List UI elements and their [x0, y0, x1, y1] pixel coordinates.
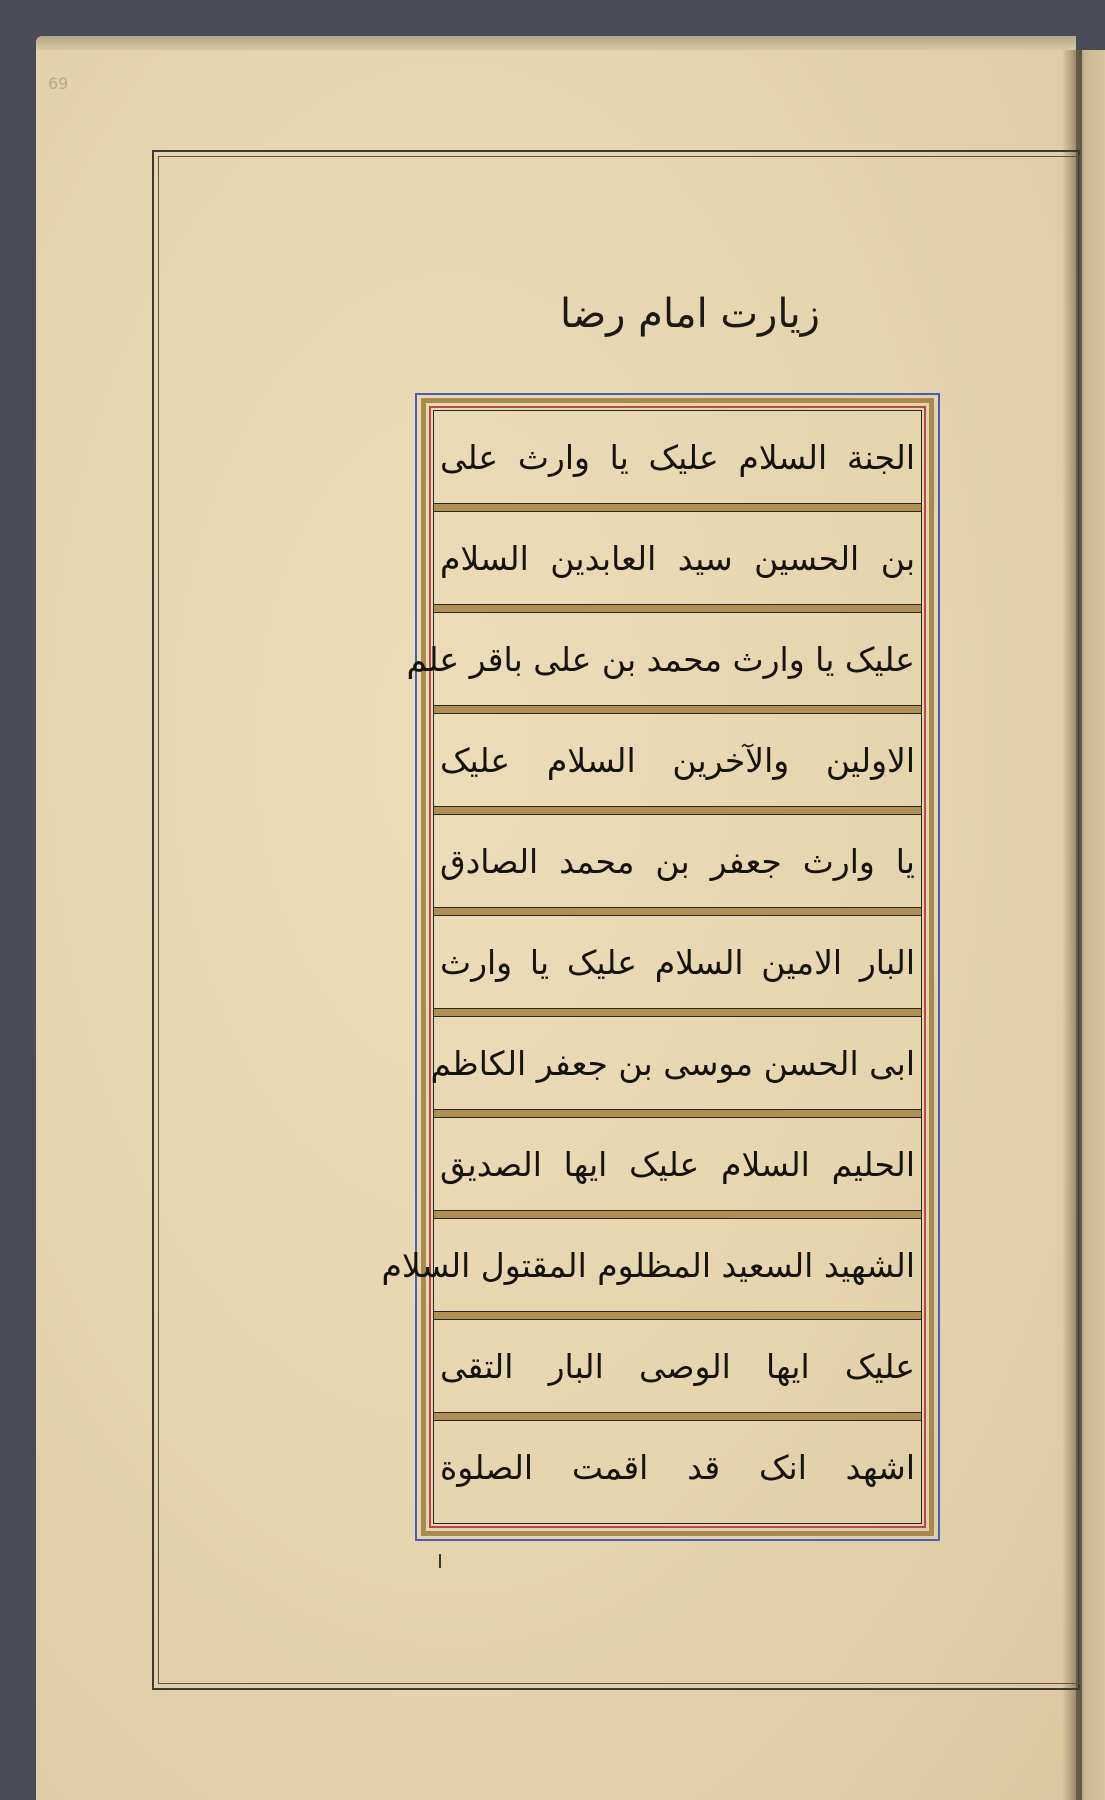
line-text: الاولین والآخرین السلام علیک [440, 741, 915, 780]
line-text: الجنة السلام علیک یا وارث علی [440, 438, 915, 477]
text-line [434, 512, 921, 613]
line-text: ابی الحسن موسی بن جعفر الکاظم [430, 1044, 915, 1083]
line-ruling [434, 806, 921, 815]
text-line [434, 1118, 921, 1219]
text-block [381, 411, 921, 1523]
line-ruling [434, 1412, 921, 1421]
folio-number: 69 [48, 74, 69, 93]
line-text: یا وارث جعفر بن محمد الصادق [440, 842, 915, 881]
line-text: الحلیم السلام علیک ایها الصدیق [440, 1145, 915, 1184]
line-ruling [434, 1109, 921, 1118]
line-ruling [434, 907, 921, 916]
line-text: البار الامین السلام علیک یا وارث [440, 943, 915, 982]
text-line [430, 1017, 921, 1118]
line-text: الشهید السعید المظلوم المقتول السلام [381, 1246, 915, 1285]
line-ruling [434, 705, 921, 714]
text-line [434, 916, 921, 1017]
margin-tick-mark [439, 1554, 441, 1568]
line-ruling [434, 604, 921, 613]
text-line [406, 613, 921, 714]
line-ruling [434, 1210, 921, 1219]
line-text: علیک ایها الوصی البار التقی [440, 1347, 915, 1386]
section-heading: زیارت امام رضا [560, 291, 820, 337]
line-text: اشهد انک قد اقمت الصلوة [440, 1448, 915, 1487]
line-ruling [434, 1008, 921, 1017]
line-ruling [434, 503, 921, 512]
line-text: بن الحسین سید العابدین السلام [440, 539, 915, 578]
text-line [434, 815, 921, 916]
text-line [434, 411, 921, 512]
text-line [434, 1421, 921, 1522]
line-text: علیک یا وارث محمد بن علی باقر علم [406, 640, 915, 679]
text-line [381, 1219, 921, 1320]
text-line [434, 714, 921, 815]
page-top-edge [36, 36, 1076, 50]
line-ruling [434, 1311, 921, 1320]
text-line [434, 1320, 921, 1421]
